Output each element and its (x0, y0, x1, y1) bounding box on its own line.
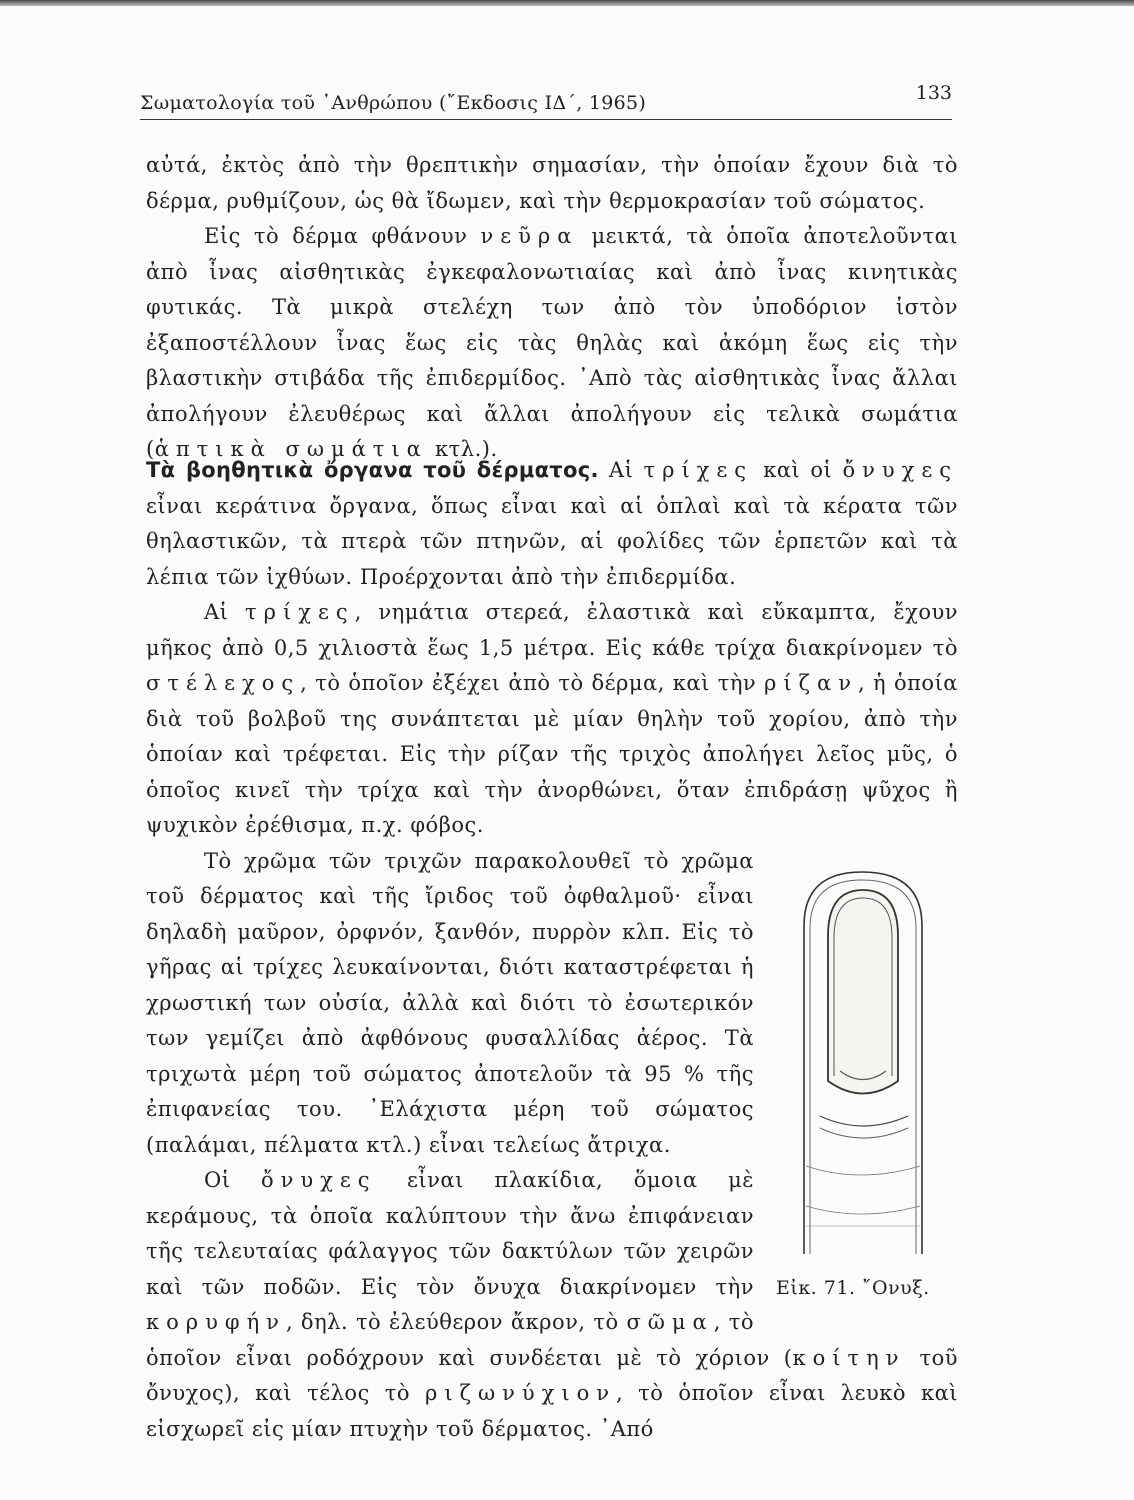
page-top-edge (0, 0, 1134, 6)
body-text-main (146, 453, 958, 1447)
spaced-term: τρίχες (245, 600, 355, 624)
paragraph-hairs: Αἱ τρίχες, νημάτια στερεά, ἐλαστικὰ καὶ εὔκαμπτα, ἔχουν μῆκος ἀπὸ 0,5 χιλιοστὰ ἕως 1,5 μέτρα. Εἰς κάθε τρίχα διακρίνομεν τὸ στέλεχος, τὸ ὁποῖον ἐξέχει ἀπὸ τὸ δέρμα, καὶ τὴν ρίζαν, ἡ ὁποία διὰ τοῦ βολβοῦ της συνάπτεται μὲ μίαν θηλὴν τοῦ χορίου, ἀπὸ τὴν ὁποίαν καὶ τρέφεται. Εἰς τὴν ρίζαν τῆς τριχὸς ἀπολήγει λεῖος μῦς, ὁ ὁποῖος κινεῖ τὴν τρίχα καὶ τὴν ἀνορθώνει, ὅταν ἐπιδράσῃ ψῦχος ἢ ψυχικὸν ἐρέθισμα, π.χ. φόβος. (146, 600, 959, 837)
section-heading: Τὰ βοηθητικὰ ὄργανα τοῦ δέρματος. (146, 458, 599, 482)
figure-caption: Εἰκ. 71. ῎Ονυξ. (776, 1276, 930, 1299)
page-number: 133 (915, 82, 952, 104)
paragraph-hair-color: Τὸ χρῶμα τῶν τριχῶν παρακολουθεῖ τὸ χρῶμα τοῦ δέρματος καὶ τῆς ἴριδος τοῦ ὀφθαλμοῦ· εἶναι δηλαδὴ μαῦρον, ὀρφνόν, ξανθόν, πυρρὸν κλπ. Εἰς τὸ γῆρας αἱ τρίχες λευκαίνονται, διότι καταστρέφεται ἡ χρωστική των οὐσία, ἀλλὰ καὶ διότι τὸ ἐσωτερικόν των γεμίζει ἀπὸ ἀφθόνους φυσαλλίδας ἀέρος. Τὰ τριχωτὰ μέρη τοῦ σώματος ἀποτελοῦν τὰ 95 % τῆς ἐπιφανείας του. ᾿Ελάχιστα μέρη τοῦ σώματος (παλάμαι, πέλματα κτλ.) εἶναι τελείως ἄτριχα. (146, 848, 754, 1157)
spaced-term: νεῦρα (480, 224, 579, 248)
paragraph-appendages: Τὰ βοηθητικὰ ὄργανα τοῦ δέρματος. Αἱ τρίχες καὶ οἱ ὄνυχες εἶναι κεράτινα ὄργανα, ὅπως εἶναι καὶ αἱ ὁπλαὶ καὶ τὰ κέρατα τῶν θηλαστικῶν, τὰ πτερὰ τῶν πτηνῶν, αἱ φολίδες τῶν ἑρπετῶν καὶ τὰ λέπια τῶν ἰχθύων. Προέρχονται ἀπὸ τὴν ἐπιδερμίδα. (146, 458, 958, 589)
header-rule (140, 119, 952, 120)
paragraph-thermo: αὐτά, ἐκτὸς ἀπὸ τὴν θρεπτικὴν σημασίαν, τὴν ὁποίαν ἔχουν διὰ τὸ δέρμα, ρυθμίζουν, ὡς θὰ ἴδωμεν, καὶ τὴν θερμοκρασίαν τοῦ σώματος. (146, 153, 958, 213)
paragraph-nails: Οἱ ὄνυχες εἶναι πλακίδια, ὅμοια μὲ κεράμους, τὰ ὁποῖα καλύπτουν τὴν ἄνω ἐπιφάνειαν τῆς τελευταίας φάλαγγος τῶν δακτύλων τῶν χειρῶν καὶ τῶν ποδῶν. Εἰς τὸν ὄνυχα διακρίνομεν τὴν κορυφήν, δηλ. τὸ ἐλεύθερον ἄκρον, τὸ σῶμα, τὸ ὁποῖον εἶναι ροδόχρουν καὶ συνδέεται μὲ τὸ χόριον (κοίτην τοῦ ὄνυχος), καὶ τέλος τὸ ριζωνύχιον, τὸ ὁποῖον εἶναι λευκὸ καὶ εἰσχωρεῖ εἰς μίαν πτυχὴν τοῦ δέρματος. ᾿Από (146, 1168, 958, 1441)
spaced-term: ἁπτικὰ σωμάτια (154, 437, 428, 461)
spaced-term: ριζωνύχιον (425, 1381, 616, 1405)
figure-nail (776, 866, 958, 1306)
spaced-term: ρίζαν (764, 671, 858, 695)
running-header (140, 82, 952, 122)
spaced-term: ὄνυχες (260, 1168, 377, 1192)
nail-illustration (790, 866, 950, 1256)
spaced-term: κοίτην (792, 1345, 906, 1370)
running-title: Σωματολογία τοῦ ᾿Ανθρώπου (῎Εκδοσις ΙΔ΄, 1965) (140, 92, 647, 114)
spaced-term: στέλεχος (146, 671, 301, 695)
spaced-term: σῶμα (626, 1310, 714, 1334)
spaced-term: τρίχες (643, 458, 754, 482)
paragraph-nerves: Εἰς τὸ δέρμα φθάνουν νεῦρα μεικτά, τὰ ὁποῖα ἀποτελοῦνται ἀπὸ ἶνας αἰσθητικὰς ἐγκεφαλονωτιαίας καὶ ἀπὸ ἶνας κινητικὰς φυτικάς. Τὰ μικρὰ στελέχη των ἀπὸ τὸν ὑποδόριον ἱστὸν ἐξαποστέλλουν ἶνας ἕως εἰς τὰς θηλὰς καὶ ἀκόμη ἕως εἰς τὴν βλαστικὴν στιβάδα τῆς ἐπιδερμίδος. ᾿Απὸ τὰς αἰσθητικὰς ἶνας ἄλλαι ἀπολήγουν ἐλευθέρως καὶ ἄλλαι ἀπολήγουν εἰς τελικὰ σωμάτια (ἁπτικὰ σωμάτια κτλ.). (146, 224, 958, 461)
spaced-term: ὄνυχες (842, 458, 958, 482)
spaced-term: κορυφήν (146, 1310, 286, 1334)
body-text-top (146, 148, 958, 468)
